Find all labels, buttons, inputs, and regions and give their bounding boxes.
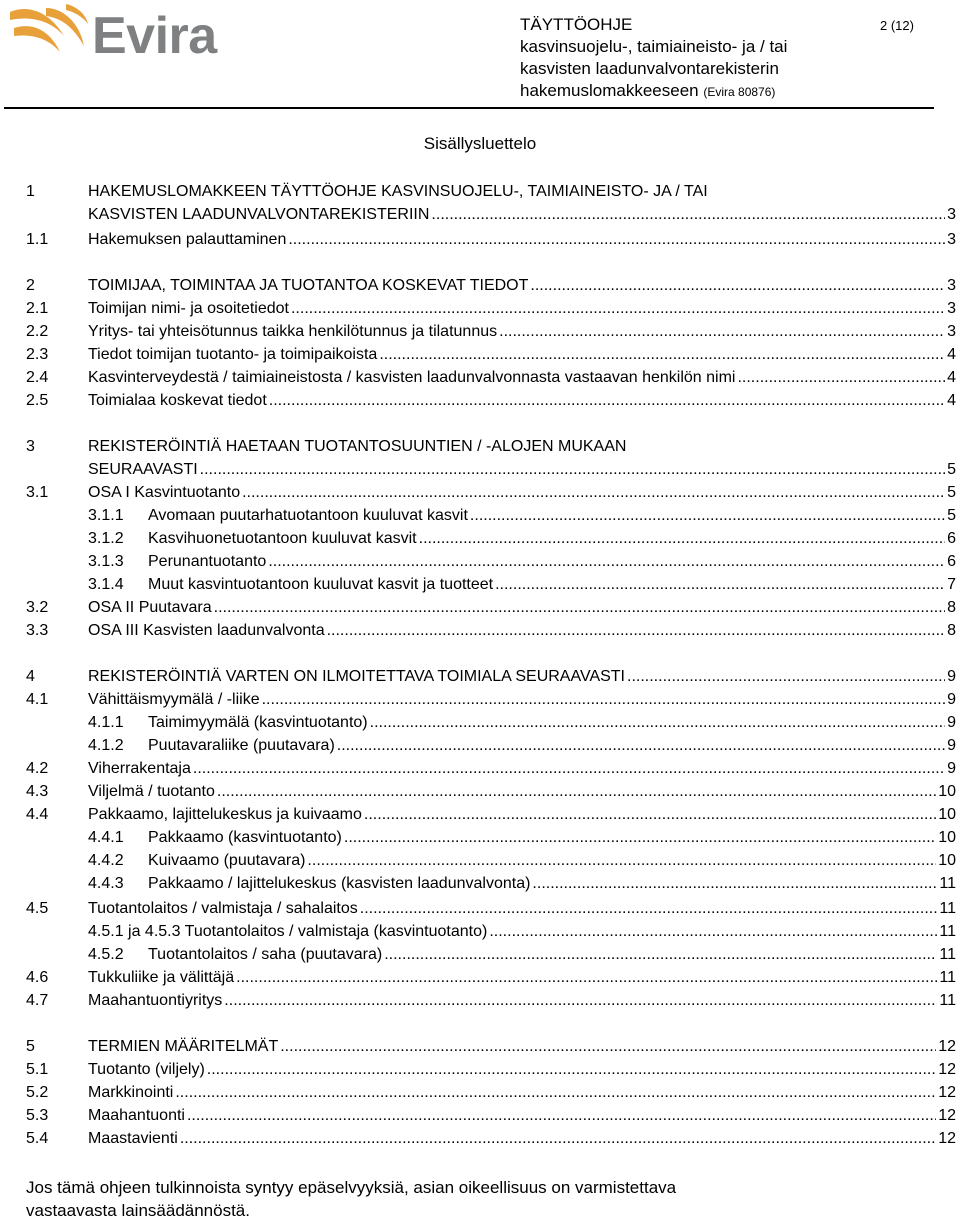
toc-leader-dots xyxy=(175,1081,936,1104)
toc-entry-text xyxy=(88,596,956,619)
toc-leader-dots xyxy=(337,734,945,757)
toc-entry-number: 3.1.3 xyxy=(88,553,124,570)
toc-leader-dots xyxy=(180,1127,936,1150)
toc-entry-text xyxy=(148,527,956,550)
toc-entry-text xyxy=(88,966,956,989)
toc-entry-page: 11 xyxy=(939,946,956,963)
toc-entry-page: 6 xyxy=(947,530,956,547)
toc-entry-number: 4.5.2 xyxy=(88,946,124,963)
toc-entry-label: Tuotantolaitos / saha (puutavara) xyxy=(148,946,383,963)
toc-entry-page: 9 xyxy=(947,737,956,754)
toc-entry-text xyxy=(88,920,956,943)
toc-entry-text xyxy=(88,665,956,688)
toc-entry-number: 3.1.1 xyxy=(88,507,124,524)
toc-entry-number: 3.1.2 xyxy=(88,530,124,547)
toc-leader-dots xyxy=(269,389,945,412)
toc-entry-number: 4.2 xyxy=(26,760,49,777)
toc-entry-number: 5.2 xyxy=(26,1084,49,1101)
toc-entry-text xyxy=(148,872,956,895)
toc-entry-number: 5.3 xyxy=(26,1107,49,1124)
toc-entry-number: 4.4.2 xyxy=(88,852,124,869)
document-code: (Evira 80876) xyxy=(703,85,776,99)
toc-entry-number: 4.7 xyxy=(26,992,49,1009)
toc-entry-page: 4 xyxy=(947,346,956,363)
toc-leader-dots xyxy=(431,203,945,226)
toc-entry-page: 9 xyxy=(947,760,956,777)
toc-entry-page: 3 xyxy=(947,231,956,248)
toc-leader-dots xyxy=(627,665,945,688)
toc-entry-first-line: HAKEMUSLOMAKKEEN TÄYTTÖOHJE KASVINSUOJELU-, TAIMIAINEISTO- JA / TAI xyxy=(88,183,708,200)
toc-entry-label: Hakemuksen palauttaminen xyxy=(88,231,287,248)
toc-entry-label: Pakkaamo (kasvintuotanto) xyxy=(148,829,342,846)
toc-entry-number: 2.5 xyxy=(26,392,49,409)
toc-leader-dots xyxy=(737,366,945,389)
toc-leader-dots xyxy=(207,1058,936,1081)
toc-leader-dots xyxy=(224,989,937,1012)
toc-leader-dots xyxy=(495,573,945,596)
toc-leader-dots xyxy=(214,596,945,619)
toc-entry-number: 4.4 xyxy=(26,806,49,823)
toc-entry-number: 4.5 xyxy=(26,900,49,917)
toc-entry-number: 5 xyxy=(26,1038,35,1055)
toc-entry-text xyxy=(88,757,956,780)
toc-entry-page: 6 xyxy=(947,553,956,570)
toc-entry-text xyxy=(88,435,956,481)
toc-leader-dots xyxy=(370,711,945,734)
toc-entry-number: 2.2 xyxy=(26,323,49,340)
toc-entry-page: 11 xyxy=(939,992,956,1009)
toc-entry-label: Perunantuotanto xyxy=(148,553,267,570)
toc-entry-number: 3.2 xyxy=(26,599,49,616)
toc-leader-dots xyxy=(280,1035,936,1058)
toc-entry-page: 4 xyxy=(947,392,956,409)
toc-entry-text xyxy=(88,320,956,343)
footer-line: vastaavasta lainsäädännöstä. xyxy=(26,1201,250,1220)
toc-entry-text xyxy=(88,1127,956,1150)
toc-entry-text xyxy=(148,734,956,757)
toc-entry-label: 4.5.1 ja 4.5.3 Tuotantolaitos / valmistaja (kasvintuotanto) xyxy=(88,923,488,940)
toc-leader-dots xyxy=(360,897,938,920)
toc-entry-label: Viljelmä / tuotanto xyxy=(88,783,215,800)
toc-entry-text xyxy=(88,366,956,389)
toc-entry-label: Maastavienti xyxy=(88,1130,178,1147)
toc-entry-label: TERMIEN MÄÄRITELMÄT xyxy=(88,1038,279,1055)
toc-entry-text xyxy=(148,711,956,734)
toc-entry-number: 5.4 xyxy=(26,1130,49,1147)
toc-title: Sisällysluettelo xyxy=(423,134,537,153)
toc-entry-page: 5 xyxy=(947,484,956,501)
toc-entry-page: 10 xyxy=(938,852,956,869)
toc-entry-number: 4 xyxy=(26,668,35,685)
toc-leader-dots xyxy=(419,527,945,550)
toc-entry-text xyxy=(88,297,956,320)
toc-entry-label: OSA I Kasvintuotanto xyxy=(88,484,241,501)
toc-entry-text xyxy=(148,826,956,849)
document-subtitle-last: hakemuslomakkeeseen xyxy=(520,81,699,100)
toc-entry-number: 3.3 xyxy=(26,622,49,639)
toc-entry-first-line: REKISTERÖINTIÄ HAETAAN TUOTANTOSUUNTIEN / -ALOJEN MUKAAN xyxy=(88,438,627,455)
toc-entry-text xyxy=(88,228,956,251)
document-title: TÄYTTÖOHJE xyxy=(520,15,633,34)
toc-leader-dots xyxy=(384,943,937,966)
toc-entry-text xyxy=(88,989,956,1012)
page-number: 2 (12) xyxy=(880,18,914,33)
toc-leader-dots xyxy=(193,757,945,780)
toc-entry-page: 3 xyxy=(947,277,956,294)
footer-line: Jos tämä ohjeen tulkinnoista syntyy epäselvyyksiä, asian oikeellisuus on varmistettava xyxy=(26,1178,677,1197)
toc-leader-dots xyxy=(288,228,945,251)
toc-entry-page: 9 xyxy=(947,691,956,708)
toc-entry-label: SEURAAVASTI xyxy=(88,461,198,478)
toc-entry-page: 12 xyxy=(938,1061,956,1078)
document-subtitle-line: kasvinsuojelu-, taimiaineisto- ja / tai xyxy=(520,37,788,56)
toc-entry-text xyxy=(88,780,956,803)
toc-leader-dots xyxy=(364,803,936,826)
toc-entry-text xyxy=(88,803,956,826)
toc-leader-dots xyxy=(236,966,937,989)
toc-entry-label: Viherrakentaja xyxy=(88,760,191,777)
toc-leader-dots xyxy=(344,826,936,849)
toc-entry-label: REKISTERÖINTIÄ VARTEN ON ILMOITETTAVA TOIMIALA SEURAAVASTI xyxy=(88,668,625,685)
toc-entry-text xyxy=(148,943,956,966)
toc-leader-dots xyxy=(262,688,945,711)
toc-leader-dots xyxy=(489,920,937,943)
toc-entry-page: 8 xyxy=(947,599,956,616)
toc-entry-number: 1 xyxy=(26,183,35,200)
toc-entry-page: 5 xyxy=(947,461,956,478)
toc-entry-label: OSA III Kasvisten laadunvalvonta xyxy=(88,622,325,639)
toc-entry-label: KASVISTEN LAADUNVALVONTAREKISTERIIN xyxy=(88,206,430,223)
toc-entry-number: 3.1.4 xyxy=(88,576,124,593)
toc-entry-page: 5 xyxy=(947,507,956,524)
toc-entry-label: Vähittäismyymälä / -liike xyxy=(88,691,260,708)
toc-entry-text xyxy=(88,343,956,366)
toc-entry-label: Maahantuontiyritys xyxy=(88,992,223,1009)
toc-leader-dots xyxy=(187,1104,936,1127)
toc-entry-text xyxy=(148,550,956,573)
toc-entry-text xyxy=(88,897,956,920)
toc-entry-label: Toimialaa koskevat tiedot xyxy=(88,392,267,409)
toc-entry-label: Tiedot toimijan tuotanto- ja toimipaikoista xyxy=(88,346,378,363)
toc-entry-label: Tuotantolaitos / valmistaja / sahalaitos xyxy=(88,900,358,917)
toc-entry-text xyxy=(148,504,956,527)
toc-entry-number: 4.4.1 xyxy=(88,829,124,846)
toc-entry-label: Taimimyymälä (kasvintuotanto) xyxy=(148,714,368,731)
toc-entry-page: 7 xyxy=(947,576,956,593)
toc-leader-dots xyxy=(532,872,937,895)
footer-note xyxy=(26,1176,926,1222)
toc-leader-dots xyxy=(291,297,945,320)
toc-leader-dots xyxy=(499,320,945,343)
toc-entry-text xyxy=(88,180,956,226)
toc-entry-label: Toimijan nimi- ja osoitetiedot xyxy=(88,300,289,317)
toc-entry-number: 1.1 xyxy=(26,231,49,248)
toc-entry-number: 4.1.1 xyxy=(88,714,124,731)
toc-entry-label: TOIMIJAA, TOIMINTAA JA TUOTANTOA KOSKEVAT TIEDOT xyxy=(88,277,529,294)
toc-entry-page: 3 xyxy=(947,323,956,340)
toc-entry-label: Puutavaraliike (puutavara) xyxy=(148,737,335,754)
toc-entry-label: Tukkuliike ja välittäjä xyxy=(88,969,235,986)
toc-leader-dots xyxy=(470,504,945,527)
document-subtitle-line: kasvisten laadunvalvontarekisterin xyxy=(520,59,779,78)
toc-entry-number: 3.1 xyxy=(26,484,49,501)
toc-entry-page: 11 xyxy=(939,875,956,892)
toc-entry-label: Kasvinterveydestä / taimiaineistosta / kasvisten laadunvalvonnasta vastaavan henkilön nimi xyxy=(88,369,736,386)
toc-entry-number: 4.6 xyxy=(26,969,49,986)
toc-entry-label: Muut kasvintuotantoon kuuluvat kasvit ja tuotteet xyxy=(148,576,494,593)
toc-leader-dots xyxy=(327,619,946,642)
toc-entry-number: 2 xyxy=(26,277,35,294)
toc-entry-number: 3 xyxy=(26,438,35,455)
toc-entry-number: 4.1.2 xyxy=(88,737,124,754)
toc-entry-text xyxy=(88,1104,956,1127)
toc-entry-page: 12 xyxy=(938,1038,956,1055)
toc-entry-number: 2.4 xyxy=(26,369,49,386)
toc-entry-text xyxy=(88,619,956,642)
toc-entry-number: 2.3 xyxy=(26,346,49,363)
toc-leader-dots xyxy=(268,550,945,573)
toc-entry-text xyxy=(148,849,956,872)
logo-wordmark: Evira xyxy=(92,7,217,65)
toc-leader-dots xyxy=(530,274,945,297)
toc-entry-page: 4 xyxy=(947,369,956,386)
toc-entry-label: Avomaan puutarhatuotantoon kuuluvat kasvit xyxy=(148,507,468,524)
toc-entry-label: Markkinointi xyxy=(88,1084,174,1101)
toc-leader-dots xyxy=(200,458,945,481)
toc-entry-text xyxy=(88,1035,956,1058)
toc-leader-dots xyxy=(379,343,945,366)
toc-entry-number: 5.1 xyxy=(26,1061,49,1078)
toc-leader-dots xyxy=(217,780,936,803)
toc-entry-label: Kasvihuonetuotantoon kuuluvat kasvit xyxy=(148,530,417,547)
toc-entry-page: 12 xyxy=(938,1130,956,1147)
toc-leader-dots xyxy=(307,849,936,872)
toc-entry-page: 10 xyxy=(938,829,956,846)
toc-entry-text xyxy=(148,573,956,596)
toc-leader-dots xyxy=(242,481,945,504)
toc-entry-label: Kuivaamo (puutavara) xyxy=(148,852,306,869)
toc-entry-label: Tuotanto (viljely) xyxy=(88,1061,205,1078)
toc-entry-label: Yritys- tai yhteisötunnus taikka henkilötunnus ja tilatunnus xyxy=(88,323,498,340)
toc-entry-page: 12 xyxy=(938,1084,956,1101)
toc-entry-label: OSA II Puutavara xyxy=(88,599,212,616)
toc-entry-text xyxy=(88,1058,956,1081)
toc-entry-text xyxy=(88,481,956,504)
toc-entry-page: 11 xyxy=(939,923,956,940)
toc-entry-page: 10 xyxy=(938,806,956,823)
toc-entry-number: 4.3 xyxy=(26,783,49,800)
toc-entry-text xyxy=(88,1081,956,1104)
toc-entry-page: 11 xyxy=(939,900,956,917)
toc-entry-number: 4.1 xyxy=(26,691,49,708)
toc-entry-page: 11 xyxy=(939,969,956,986)
toc-entry-page: 9 xyxy=(947,668,956,685)
toc-entry-page: 10 xyxy=(938,783,956,800)
toc-entry-text xyxy=(88,688,956,711)
toc-entry-page: 3 xyxy=(947,300,956,317)
toc-entry-page: 12 xyxy=(938,1107,956,1124)
toc-entry-text xyxy=(88,274,956,297)
toc-entry-number: 4.4.3 xyxy=(88,875,124,892)
toc-entry-number: 2.1 xyxy=(26,300,49,317)
toc-entry-text xyxy=(88,389,956,412)
toc-entry-page: 8 xyxy=(947,622,956,639)
toc-entry-page: 9 xyxy=(947,714,956,731)
toc-entry-label: Pakkaamo, lajittelukeskus ja kuivaamo xyxy=(88,806,362,823)
toc-entry-label: Maahantuonti xyxy=(88,1107,185,1124)
toc-entry-page: 3 xyxy=(947,206,956,223)
toc-entry-label: Pakkaamo / lajittelukeskus (kasvisten laadunvalvonta) xyxy=(148,875,531,892)
